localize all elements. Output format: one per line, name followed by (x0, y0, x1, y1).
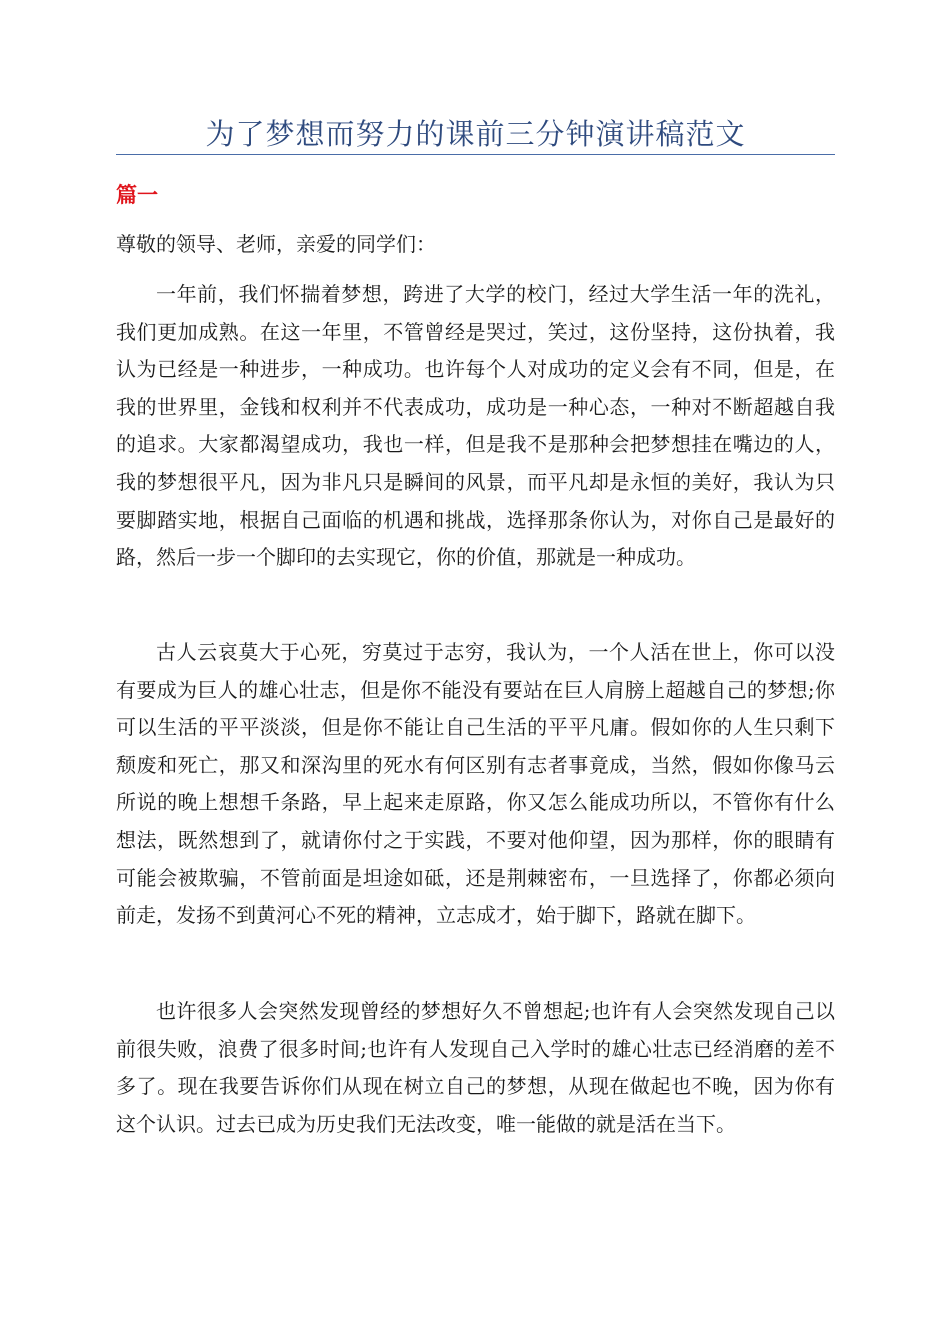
document-title: 为了梦想而努力的课前三分钟演讲稿范文 (205, 117, 746, 151)
paragraph: 古人云哀莫大于心死，穷莫过于志穷，我认为，一个人活在世上，你可以没有要成为巨人的雄心壮志，但是你不能没有要站在巨人肩膀上超越自己的梦想;你可以生活的平平淡淡，但是你不能让自己生活的平平凡庸。假如你的人生只剩下颓废和死亡，那又和深沟里的死水有何区别有志者事竟成，当然，假如你像马云所说的晚上想想千条路，早上起来走原路，你又怎么能成功所以，不管你有什么想法，既然想到了，就请你付之于实践，不要对他仰望，因为那样，你的眼睛有可能会被欺骗，不管前面是坦途如砥，还是荆棘密布，一旦选择了，你都必须向前走，发扬不到黄河心不死的精神，立志成才，始于脚下，路就在脚下。 (116, 640, 835, 928)
salutation: 尊敬的领导、老师，亲爱的同学们： (116, 232, 436, 256)
paragraph: 一年前，我们怀揣着梦想，跨进了大学的校门，经过大学生活一年的洗礼，我们更加成熟。在这一年里，不管曾经是哭过，笑过，这份坚持，这份执着，我认为已经是一种进步，一种成功。也许每个人对成功的定义会有不同，但是，在我的世界里，金钱和权利并不代表成功，成功是一种心态，一种对不断超越自我的追求。大家都渴望成功，我也一样，但是我不是那种会把梦想挂在嘴边的人，我的梦想很平凡，因为非凡只是瞬间的风景，而平凡却是永恒的美好，我认为只要脚踏实地，根据自己面临的机遇和挑战，选择那条你认为，对你自己是最好的路，然后一步一个脚印的去实现它，你的价值，那就是一种成功。 (116, 282, 835, 570)
title-underline (116, 154, 835, 155)
paragraph: 也许很多人会突然发现曾经的梦想好久不曾想起;也许有人会突然发现自己以前很失败，浪费了很多时间;也许有人发现自己入学时的雄心壮志已经消磨的差不多了。现在我要告诉你们从现在树立自己的梦想，从现在做起也不晚，因为你有这个认识。过去已成为历史我们无法改变，唯一能做的就是活在当下。 (116, 999, 835, 1136)
section-heading: 篇一 (116, 182, 158, 207)
